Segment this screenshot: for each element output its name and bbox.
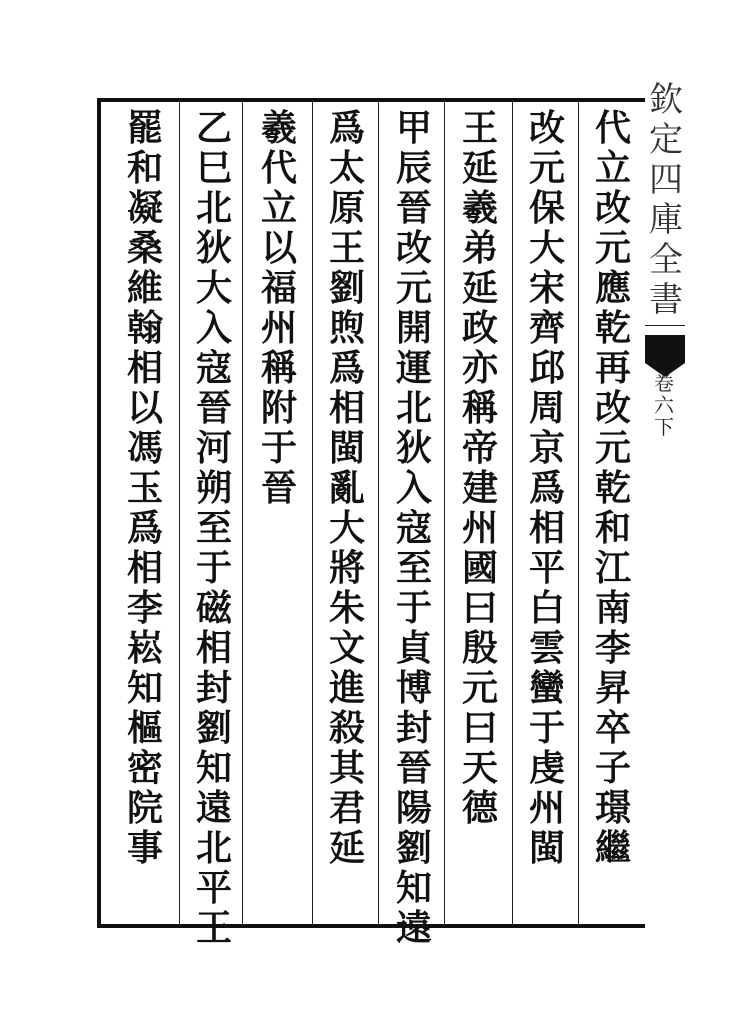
glyph: 大 — [528, 227, 565, 269]
glyph: 凝 — [126, 187, 163, 229]
glyph: 和 — [126, 147, 163, 189]
glyph: 爲 — [328, 107, 365, 149]
glyph: 福 — [260, 267, 297, 309]
glyph: 改 — [594, 387, 631, 429]
juan-label — [647, 372, 681, 438]
column-rule — [242, 102, 243, 924]
glyph: 蠻 — [528, 667, 565, 709]
glyph: 寇 — [195, 347, 232, 389]
glyph: 以 — [260, 227, 297, 269]
glyph: 京 — [528, 427, 565, 469]
glyph: 元 — [395, 267, 432, 309]
glyph: 磁 — [195, 587, 232, 629]
glyph: 保 — [528, 187, 565, 229]
glyph: 江 — [594, 547, 631, 589]
glyph: 平 — [195, 867, 232, 909]
glyph: 宋 — [528, 267, 565, 309]
glyph: 邱 — [528, 347, 565, 389]
glyph: 帝 — [461, 427, 498, 469]
glyph: 王 — [461, 107, 498, 149]
glyph: 晉 — [260, 467, 297, 509]
glyph: 王 — [195, 907, 232, 949]
glyph: 相 — [126, 347, 163, 389]
glyph: 劉 — [395, 827, 432, 869]
glyph: 大 — [328, 507, 365, 549]
glyph: 朔 — [195, 467, 232, 509]
glyph: 定 — [649, 120, 683, 160]
glyph: 李 — [126, 587, 163, 629]
glyph: 密 — [126, 747, 163, 789]
glyph: 知 — [195, 747, 232, 789]
glyph: 陽 — [395, 787, 432, 829]
glyph: 河 — [195, 427, 232, 469]
glyph: 州 — [528, 787, 565, 829]
glyph: 相 — [328, 387, 365, 429]
glyph: 和 — [594, 507, 631, 549]
glyph: 羲 — [461, 187, 498, 229]
glyph: 大 — [195, 267, 232, 309]
glyph: 爲 — [126, 507, 163, 549]
glyph: 開 — [395, 307, 432, 349]
glyph: 甲 — [395, 107, 432, 149]
glyph: 弟 — [461, 227, 498, 269]
glyph: 其 — [328, 747, 365, 789]
glyph: 晉 — [395, 747, 432, 789]
glyph: 事 — [126, 827, 163, 869]
glyph: 相 — [195, 627, 232, 669]
glyph: 子 — [594, 747, 631, 789]
glyph: 原 — [328, 187, 365, 229]
glyph: 寇 — [395, 507, 432, 549]
glyph: 封 — [195, 667, 232, 709]
glyph: 再 — [594, 347, 631, 389]
glyph: 四 — [649, 160, 683, 200]
glyph: 政 — [461, 307, 498, 349]
glyph: 狄 — [395, 427, 432, 469]
glyph: 遠 — [195, 787, 232, 829]
glyph: 附 — [260, 387, 297, 429]
glyph: 立 — [594, 147, 631, 189]
glyph: 元 — [528, 147, 565, 189]
glyph: 平 — [528, 547, 565, 589]
glyph: 天 — [461, 747, 498, 789]
glyph: 書 — [649, 280, 683, 320]
glyph: 北 — [395, 387, 432, 429]
glyph: 晉 — [195, 387, 232, 429]
glyph: 亦 — [461, 347, 498, 389]
glyph: 君 — [328, 787, 365, 829]
text-column-4 — [389, 108, 439, 948]
glyph: 文 — [328, 627, 365, 669]
glyph: 閩 — [528, 827, 565, 869]
glyph: 州 — [461, 507, 498, 549]
glyph: 閩 — [328, 427, 365, 469]
glyph: 于 — [395, 587, 432, 629]
glyph: 晉 — [395, 187, 432, 229]
glyph: 改 — [528, 107, 565, 149]
glyph: 延 — [461, 147, 498, 189]
column-rule — [444, 102, 445, 924]
glyph: 卒 — [594, 707, 631, 749]
glyph: 北 — [195, 827, 232, 869]
glyph: 代 — [260, 147, 297, 189]
glyph: 建 — [461, 467, 498, 509]
glyph: 殺 — [328, 707, 365, 749]
glyph: 代 — [594, 107, 631, 149]
glyph: 入 — [195, 307, 232, 349]
glyph: 卷 — [654, 371, 674, 395]
glyph: 樞 — [126, 707, 163, 749]
glyph: 北 — [195, 187, 232, 229]
glyph: 院 — [126, 787, 163, 829]
fishtail-mark — [645, 335, 685, 363]
glyph: 運 — [395, 347, 432, 389]
glyph: 璟 — [594, 787, 631, 829]
glyph: 延 — [461, 267, 498, 309]
text-column-7 — [189, 108, 239, 948]
margin-rule — [645, 325, 685, 326]
glyph: 改 — [395, 227, 432, 269]
text-column-5 — [322, 108, 372, 868]
glyph: 于 — [260, 427, 297, 469]
glyph: 羲 — [260, 107, 297, 149]
column-rule — [378, 102, 379, 924]
glyph: 元 — [594, 227, 631, 269]
glyph: 貞 — [395, 627, 432, 669]
glyph: 以 — [126, 387, 163, 429]
glyph: 乙 — [195, 107, 232, 149]
book-title — [646, 80, 686, 320]
glyph: 爲 — [528, 467, 565, 509]
glyph: 乾 — [594, 467, 631, 509]
glyph: 遠 — [395, 907, 432, 949]
glyph: 下 — [654, 415, 674, 439]
column-rule — [312, 102, 313, 924]
glyph: 庫 — [649, 200, 683, 240]
glyph: 劉 — [195, 707, 232, 749]
glyph: 馮 — [126, 427, 163, 469]
glyph: 應 — [594, 267, 631, 309]
glyph: 齊 — [528, 307, 565, 349]
text-column-2 — [522, 108, 572, 868]
glyph: 州 — [260, 307, 297, 349]
glyph: 知 — [395, 867, 432, 909]
glyph: 虔 — [528, 747, 565, 789]
text-column-3 — [455, 108, 505, 828]
glyph: 至 — [195, 507, 232, 549]
glyph: 于 — [528, 707, 565, 749]
glyph: 辰 — [395, 147, 432, 189]
glyph: 維 — [126, 267, 163, 309]
text-column-6 — [254, 108, 304, 508]
glyph: 南 — [594, 587, 631, 629]
glyph: 巳 — [195, 147, 232, 189]
text-column-8 — [120, 108, 170, 868]
glyph: 昇 — [594, 667, 631, 709]
glyph: 朱 — [328, 587, 365, 629]
glyph: 崧 — [126, 627, 163, 669]
glyph: 進 — [328, 667, 365, 709]
glyph: 稱 — [260, 347, 297, 389]
glyph: 繼 — [594, 827, 631, 869]
glyph: 狄 — [195, 227, 232, 269]
glyph: 太 — [328, 147, 365, 189]
glyph: 罷 — [126, 107, 163, 149]
glyph: 曰 — [461, 707, 498, 749]
text-column-1 — [588, 108, 638, 868]
glyph: 周 — [528, 387, 565, 429]
glyph: 亂 — [328, 467, 365, 509]
glyph: 六 — [654, 393, 674, 417]
glyph: 延 — [328, 827, 365, 869]
glyph: 封 — [395, 707, 432, 749]
glyph: 將 — [328, 547, 365, 589]
glyph: 德 — [461, 787, 498, 829]
glyph: 玉 — [126, 467, 163, 509]
column-rule — [179, 102, 180, 924]
glyph: 改 — [594, 187, 631, 229]
glyph: 殷 — [461, 627, 498, 669]
glyph: 于 — [195, 547, 232, 589]
glyph: 元 — [461, 667, 498, 709]
glyph: 李 — [594, 627, 631, 669]
column-rule — [512, 102, 513, 924]
glyph: 國 — [461, 547, 498, 589]
glyph: 煦 — [328, 307, 365, 349]
glyph: 欽 — [649, 80, 683, 120]
glyph: 相 — [528, 507, 565, 549]
glyph: 至 — [395, 547, 432, 589]
glyph: 相 — [126, 547, 163, 589]
glyph: 元 — [594, 427, 631, 469]
glyph: 稱 — [461, 387, 498, 429]
glyph: 劉 — [328, 267, 365, 309]
glyph: 王 — [328, 227, 365, 269]
glyph: 博 — [395, 667, 432, 709]
glyph: 入 — [395, 467, 432, 509]
glyph: 知 — [126, 667, 163, 709]
glyph: 立 — [260, 187, 297, 229]
column-rule — [578, 102, 579, 924]
glyph: 白 — [528, 587, 565, 629]
glyph: 翰 — [126, 307, 163, 349]
glyph: 乾 — [594, 307, 631, 349]
glyph: 曰 — [461, 587, 498, 629]
glyph: 雲 — [528, 627, 565, 669]
glyph: 桑 — [126, 227, 163, 269]
glyph: 全 — [649, 240, 683, 280]
glyph: 爲 — [328, 347, 365, 389]
